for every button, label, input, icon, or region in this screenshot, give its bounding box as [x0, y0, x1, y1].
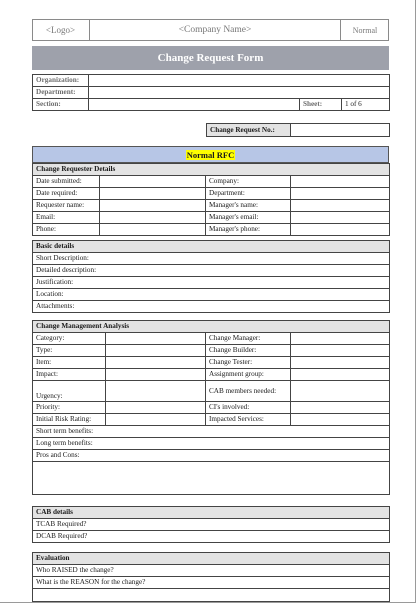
- type-label: Type:: [33, 345, 106, 357]
- initial-risk-field[interactable]: [106, 414, 206, 426]
- short-description-field[interactable]: Short Description:: [33, 253, 390, 265]
- category-field[interactable]: [106, 333, 206, 345]
- type-field[interactable]: [106, 345, 206, 357]
- status-label: Normal: [352, 25, 378, 35]
- change-builder-label: Change Builder:: [206, 345, 291, 357]
- who-raised-field[interactable]: Who RAISED the change?: [33, 565, 390, 577]
- rfc-type-banner: [32, 146, 389, 163]
- evaluation-heading: Evaluation: [33, 553, 390, 565]
- cab-details-heading: CAB details: [33, 507, 390, 519]
- organization-field[interactable]: [89, 75, 390, 87]
- priority-label: Priority:: [33, 402, 106, 414]
- email-field[interactable]: [100, 212, 206, 224]
- manager-email-field[interactable]: [291, 212, 390, 224]
- change-builder-field[interactable]: [291, 345, 390, 357]
- change-manager-label: Change Manager:: [206, 333, 291, 345]
- requester-details-table: [32, 163, 390, 236]
- change-tester-field[interactable]: [291, 357, 390, 369]
- phone-field[interactable]: [100, 224, 206, 236]
- impacted-services-field[interactable]: [291, 414, 390, 426]
- cab-details-table: [32, 506, 390, 543]
- manager-name-field[interactable]: [291, 200, 390, 212]
- pros-cons-field[interactable]: Pros and Cons:: [33, 450, 390, 462]
- category-label: Category:: [33, 333, 106, 345]
- date-submitted-field[interactable]: [100, 176, 206, 188]
- manager-phone-field[interactable]: [291, 224, 390, 236]
- priority-field[interactable]: [106, 402, 206, 414]
- company-name: <Company Name>: [90, 19, 341, 41]
- evaluation-table: [32, 552, 390, 602]
- date-required-field[interactable]: [100, 188, 206, 200]
- impacted-services-label: Impacted Services:: [206, 414, 291, 426]
- department-field[interactable]: [89, 87, 390, 99]
- email-label: Email:: [33, 212, 100, 224]
- attachments-field[interactable]: Attachments:: [33, 301, 390, 313]
- manager-phone-label: Manager's phone:: [206, 224, 291, 236]
- pros-cons-area[interactable]: [33, 462, 390, 495]
- item-label: Item:: [33, 357, 106, 369]
- section-field[interactable]: [89, 99, 300, 111]
- reason-field[interactable]: What is the REASON for the change?: [33, 577, 390, 589]
- company-field[interactable]: [291, 176, 390, 188]
- sheet-value: 1 of 6: [342, 99, 390, 111]
- change-tester-label: Change Tester:: [206, 357, 291, 369]
- basic-details-table: [32, 240, 390, 313]
- requester-name-label: Requester name:: [33, 200, 100, 212]
- manager-name-label: Manager's name:: [206, 200, 291, 212]
- cab-members-label: CAB members needed:: [206, 381, 291, 402]
- dcab-required-field[interactable]: DCAB Required?: [33, 531, 390, 543]
- department-label-2: Department:: [206, 188, 291, 200]
- location-field[interactable]: Location:: [33, 289, 390, 301]
- date-required-label: Date required:: [33, 188, 100, 200]
- reason-answer-area[interactable]: [33, 589, 390, 602]
- assignment-group-label: Assignment group:: [206, 369, 291, 381]
- department-label: Department:: [33, 87, 89, 99]
- long-term-benefits-field[interactable]: Long term benefits:: [33, 438, 390, 450]
- impact-label: Impact:: [33, 369, 106, 381]
- tcab-required-field[interactable]: TCAB Required?: [33, 519, 390, 531]
- change-request-no-label: Change Request No.:: [207, 124, 291, 137]
- detailed-description-field[interactable]: Detailed description:: [33, 265, 390, 277]
- urgency-label: Urgency:: [33, 381, 106, 402]
- initial-risk-label: Initial Risk Rating:: [33, 414, 106, 426]
- justification-field[interactable]: Justification:: [33, 277, 390, 289]
- urgency-field[interactable]: [106, 381, 206, 402]
- basic-details-heading: Basic details: [33, 241, 390, 253]
- change-manager-field[interactable]: [291, 333, 390, 345]
- manager-email-label: Manager's email:: [206, 212, 291, 224]
- cis-involved-label: CI's involved:: [206, 402, 291, 414]
- requester-name-field[interactable]: [100, 200, 206, 212]
- cab-members-field[interactable]: [291, 381, 390, 402]
- date-submitted-label: Date submitted:: [33, 176, 100, 188]
- assignment-group-field[interactable]: [291, 369, 390, 381]
- change-request-no-field[interactable]: [291, 124, 390, 137]
- organization-label: Organization:: [33, 75, 89, 87]
- company-label: Company:: [206, 176, 291, 188]
- organization-info-table: [32, 74, 390, 111]
- section-label: Section:: [33, 99, 89, 111]
- cis-involved-field[interactable]: [291, 402, 390, 414]
- change-analysis-table: [32, 320, 390, 495]
- impact-field[interactable]: [106, 369, 206, 381]
- sheet-label: Sheet:: [300, 99, 342, 111]
- change-analysis-heading: Change Management Analysis: [33, 321, 390, 333]
- short-term-benefits-field[interactable]: Short term benefits:: [33, 426, 390, 438]
- department-field-2[interactable]: [291, 188, 390, 200]
- requester-details-heading: Change Requester Details: [33, 164, 390, 176]
- logo-placeholder: <Logo>: [32, 19, 90, 41]
- phone-label: Phone:: [33, 224, 100, 236]
- form-title: Change Request Form: [32, 46, 389, 70]
- change-request-no-table: [206, 123, 390, 137]
- rfc-type-label: Normal RFC: [186, 149, 235, 160]
- item-field[interactable]: [106, 357, 206, 369]
